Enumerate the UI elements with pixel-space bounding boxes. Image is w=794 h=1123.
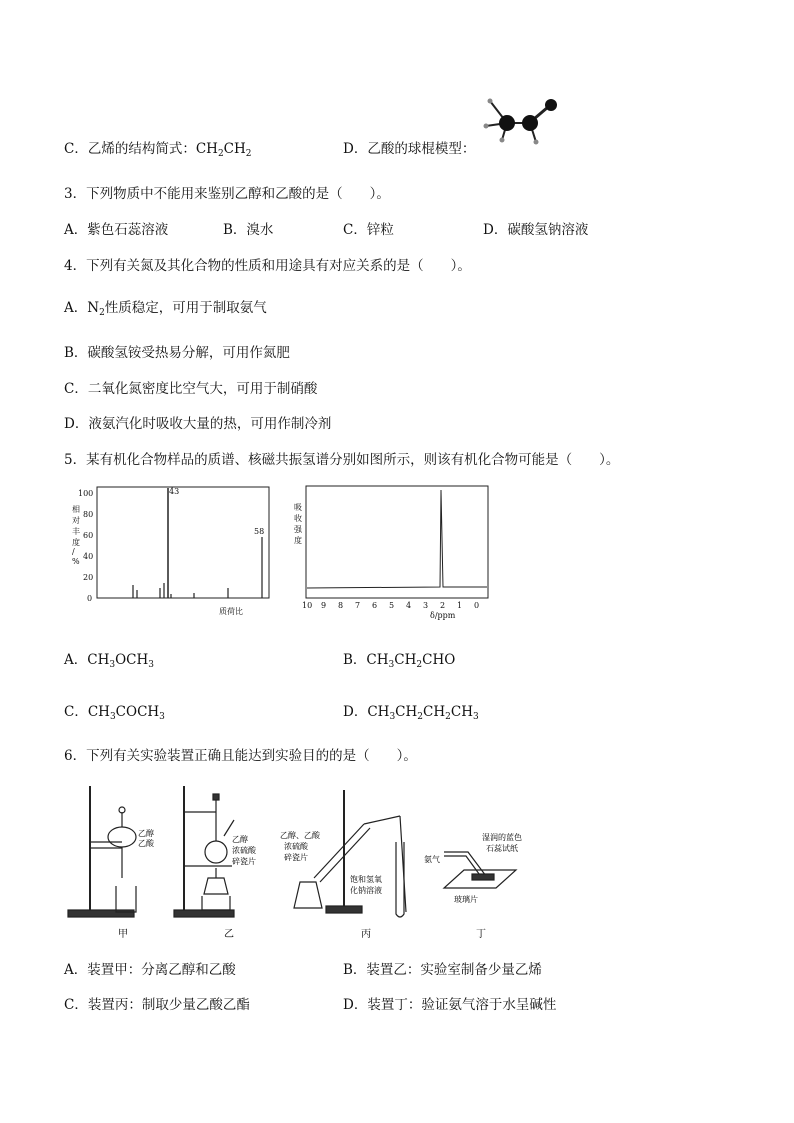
- ms-ylabel-4: 度: [72, 538, 80, 547]
- q5-stem: 5．某有机化合物样品的质谱、核磁共振氢谱分别如图所示，则该有机化合物可能是（ ）。: [64, 452, 620, 468]
- nmr-spectrum: [290, 482, 490, 622]
- ms-ylabel-3: 丰: [72, 527, 80, 536]
- mass-spectrum: [64, 482, 274, 618]
- ms-ytick: 0: [87, 594, 93, 603]
- apparatus-yi: [172, 782, 282, 940]
- jia-label-ethanol: 乙醇: [138, 829, 154, 838]
- yi-label-chips: 碎瓷片: [232, 857, 256, 866]
- q3-option-a: A．紫色石蕊溶液: [64, 222, 169, 238]
- bing-label-acid: 浓硫酸: [284, 842, 308, 851]
- apparatus-bing: [278, 782, 428, 940]
- bing-label-chips: 碎瓷片: [284, 853, 308, 862]
- nmr-ylabel-4: 度: [294, 536, 302, 545]
- q2-option-c: C．乙烯的结构简式：$CH_2CH_2$: [64, 141, 252, 159]
- q2-option-d: D．乙酸的球棍模型：: [343, 141, 476, 157]
- nmr-xtick: 6: [372, 601, 378, 610]
- apparatus-yi-label: 乙: [224, 929, 234, 940]
- nmr-xtick: 4: [406, 601, 412, 610]
- nmr-ylabel-3: 强: [294, 525, 302, 534]
- nmr-ylabel-2: 收: [294, 514, 302, 523]
- q3-option-b: B．溴水: [223, 222, 274, 238]
- q4-stem: 4．下列有关氮及其化合物的性质和用途具有对应关系的是（ ）。: [64, 258, 471, 274]
- ms-ylabel-5: /: [72, 547, 75, 556]
- yi-label-ethanol: 乙醇: [232, 835, 248, 844]
- q6-option-d: D．装置丁：验证氨气溶于水呈碱性: [343, 997, 557, 1013]
- apparatus-bing-label: 丙: [361, 929, 371, 940]
- q6-option-a: A．装置甲：分离乙醇和乙酸: [64, 962, 236, 978]
- nmr-xtick: 9: [321, 601, 327, 610]
- nmr-xtick: 10: [302, 601, 313, 610]
- nmr-xtick: 8: [338, 601, 344, 610]
- nmr-xlabel: δ/ppm: [430, 611, 456, 620]
- apparatus-ding: [420, 782, 530, 940]
- bing-label-solution-2: 化钠溶液: [350, 886, 382, 895]
- ding-label-glass: 玻璃片: [454, 895, 478, 904]
- q4-option-b: B．碳酸氢铵受热易分解，可用作氮肥: [64, 345, 290, 361]
- q6-stem: 6．下列有关实验装置正确且能达到实验目的的是（ ）。: [64, 748, 417, 764]
- q5-option-a: A．$CH_3OCH_3$: [64, 652, 154, 670]
- ms-ylabel-1: 相: [72, 505, 80, 514]
- nmr-xtick: 1: [457, 601, 463, 610]
- q5-option-c: C．$CH_3COCH_3$: [64, 704, 165, 722]
- q3-option-c: C．锌粒: [343, 222, 394, 238]
- ball-stick-model: [480, 96, 560, 152]
- nmr-ylabel-1: 吸: [294, 503, 302, 512]
- ding-label-paper-2: 石蕊试纸: [486, 844, 518, 853]
- ms-ylabel-2: 对: [72, 516, 80, 525]
- q5-option-b: B．$CH_3CH_2CHO$: [343, 652, 456, 670]
- ding-label-ammonia: 氨气: [424, 855, 440, 864]
- ms-peak-label: 43: [169, 487, 180, 496]
- nmr-xtick: 7: [355, 601, 361, 610]
- ms-ytick: 20: [83, 573, 94, 582]
- q3-option-d: D．碳酸氢钠溶液: [483, 222, 589, 238]
- ms-ytick: 100: [78, 489, 94, 498]
- q4-option-d: D．液氨汽化时吸收大量的热，可用作制冷剂: [64, 416, 332, 432]
- nmr-xtick: 0: [474, 601, 480, 610]
- q4-option-c: C．二氧化氮密度比空气大，可用于制硝酸: [64, 381, 318, 397]
- q5-option-d: D．$CH_3CH_2CH_2CH_3$: [343, 704, 479, 722]
- ms-ytick: 40: [83, 552, 94, 561]
- bing-label-solution-1: 饱和氢氧: [350, 875, 382, 884]
- nmr-xtick: 5: [389, 601, 395, 610]
- ms-ylabel-6: %: [72, 557, 80, 566]
- nmr-xtick: 2: [440, 601, 446, 610]
- yi-label-acid: 浓硫酸: [232, 846, 256, 855]
- q6-option-b: B．装置乙：实验室制备少量乙烯: [343, 962, 542, 978]
- ms-peak-label: 58: [254, 527, 265, 536]
- apparatus-jia: [64, 782, 174, 940]
- bing-label-reactants: 乙醇、乙酸: [280, 831, 320, 840]
- apparatus-ding-label: 丁: [476, 929, 486, 940]
- ms-ytick: 60: [83, 531, 94, 540]
- q3-stem: 3．下列物质中不能用来鉴别乙醇和乙酸的是（ ）。: [64, 186, 390, 202]
- q6-option-c: C．装置丙：制取少量乙酸乙酯: [64, 997, 250, 1013]
- apparatus-jia-label: 甲: [118, 929, 128, 940]
- ms-ytick: 80: [83, 510, 94, 519]
- nmr-xtick: 3: [423, 601, 429, 610]
- ding-label-paper-1: 湿润的蓝色: [482, 833, 522, 842]
- jia-label-acid: 乙酸: [138, 839, 154, 848]
- q4-option-a: A．$N_2$性质稳定，可用于制取氨气: [64, 300, 267, 318]
- ms-xlabel: 质荷比: [219, 607, 243, 616]
